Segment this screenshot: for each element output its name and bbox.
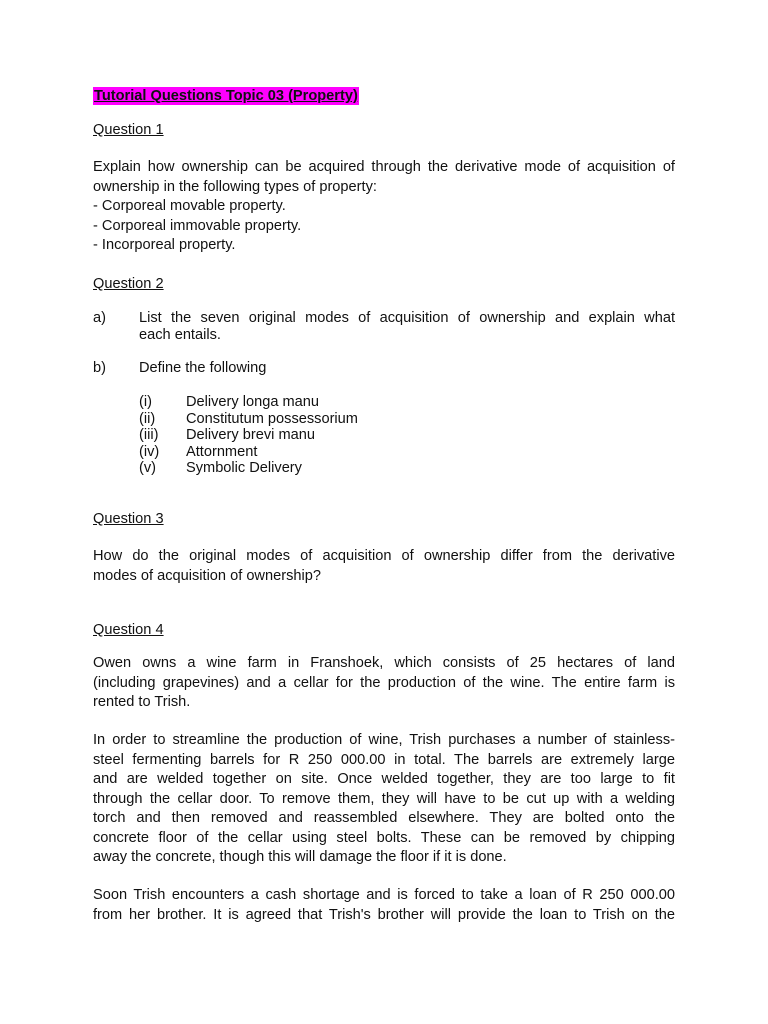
paragraph-line: In order to streamline the production of wine, Trish purchases a number of stainless-: [93, 732, 675, 748]
question-1-bullet: - Corporeal movable property.: [93, 198, 286, 214]
question-1-body: [93, 158, 675, 256]
paragraph-line: concrete floor of the cellar using steel bolts. These can be removed by chipping: [93, 829, 675, 846]
definition-item: [139, 444, 257, 461]
question-1-intro-line-1: Explain how ownership can be acquired through the derivative mode of acquisition of: [93, 159, 675, 175]
question-1-bullet: - Corporeal immovable property.: [93, 217, 302, 234]
part-a-text: [139, 310, 675, 343]
definition-number: (iii): [139, 427, 159, 443]
paragraph-line: through the cellar door. To remove them, they will have to be cut up with a welding: [93, 790, 675, 807]
paragraph-line: Owen owns a wine farm in Franshoek, which consists of 25 hectares of land: [93, 655, 675, 671]
definition-text: Delivery brevi manu: [186, 427, 315, 443]
definition-item: [139, 394, 319, 411]
part-a-label: a): [93, 310, 106, 326]
paragraph-line: from her brother. It is agreed that Trish's brother will provide the loan to Trish on the: [93, 906, 675, 923]
definition-number: (iv): [139, 443, 160, 460]
paragraph-line: Soon Trish encounters a cash shortage and is forced to take a loan of R 250 000.00: [93, 887, 675, 903]
definition-text: Delivery longa manu: [186, 394, 320, 410]
question-2-part-a: [0, 310, 768, 346]
document-title: Tutorial Questions Topic 03 (Property): [94, 88, 358, 104]
question-1-bullet: - Incorporeal property.: [93, 237, 236, 253]
definition-item: [139, 427, 315, 444]
question-1-intro-line-2: ownership in the following types of property:: [93, 178, 377, 195]
question-2-heading: Question 2: [93, 276, 164, 292]
definition-number: (v): [139, 460, 157, 476]
paragraph-line: torch and then removed and reassembled elsewhere. They are bolted onto the: [93, 810, 675, 826]
paragraph-line: away the concrete, though this will damage the floor if it is done.: [93, 849, 507, 865]
part-b-label: b): [93, 360, 106, 376]
part-b-text: Define the following: [139, 360, 267, 376]
definition-text: Attornment: [186, 443, 258, 460]
part-a-line-2: each entails.: [139, 326, 221, 343]
definition-number: (ii): [139, 410, 156, 427]
question-3-heading: Question 3: [93, 511, 164, 527]
definition-text: Constitutum possessorium: [186, 410, 358, 427]
question-3-line-1: How do the original modes of acquisition of ownership differ from the derivative: [93, 548, 675, 564]
question-4-paragraph-2: [93, 731, 675, 868]
question-1-heading: Question 1: [93, 122, 164, 138]
definition-number: (i): [139, 394, 152, 410]
question-4-paragraph-1: [93, 654, 675, 713]
question-3-body: [93, 547, 675, 586]
question-4-paragraph-3: [93, 886, 675, 925]
part-a-line-1: List the seven original modes of acquisition of ownership and explain what: [139, 310, 675, 326]
definition-item: [139, 411, 358, 428]
paragraph-line: and are welded together on site. Once welded together, they are too large to fit: [93, 771, 675, 787]
paragraph-line: steel fermenting barrels for R 250 000.00 in total. The barrels are extremely large: [93, 751, 675, 768]
question-4-heading: Question 4: [93, 622, 164, 638]
definition-item: [139, 460, 302, 477]
paragraph-line: rented to Trish.: [93, 694, 191, 710]
question-3-line-2: modes of acquisition of ownership?: [93, 567, 321, 584]
definition-text: Symbolic Delivery: [186, 460, 302, 476]
question-2-part-b: [0, 360, 768, 378]
paragraph-line: (including grapevines) and a cellar for the production of the wine. The entire farm is: [93, 674, 675, 691]
